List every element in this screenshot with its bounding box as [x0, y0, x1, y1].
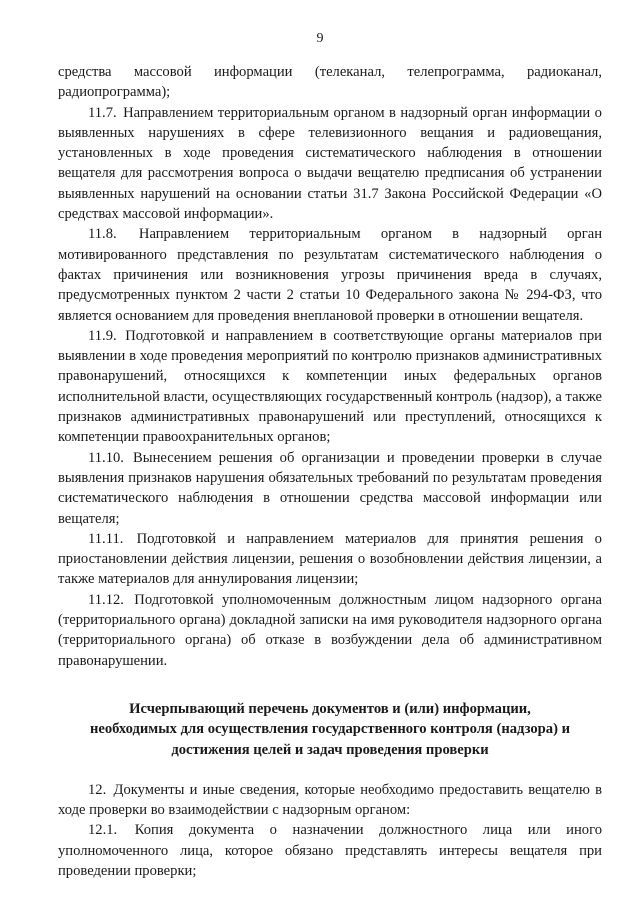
paragraph-text: средства массовой информации (телеканал, телепрограмма, радиоканал, радиопрограмма); — [58, 64, 602, 101]
paragraph-number: 11.9. — [88, 327, 117, 344]
paragraph-text: Подготовкой уполномоченным должностным лицом надзорного органа (территориального органа) докладной записки на имя руководителя надзорного органа (территориального органа) об отказе в возбуждении дела об административном правонарушении. — [58, 591, 602, 669]
paragraph-11-12 — [58, 590, 602, 671]
paragraph-number: 12. — [88, 781, 107, 798]
paragraph-11-10 — [58, 448, 602, 529]
paragraph-text: Вынесением решения об организации и проведении проверки в случае выявления признаков нарушения обязательных требований по результатам проведения систематического наблюдения в отношении средства массовой информации или вещателя; — [58, 449, 603, 527]
paragraph-number: 11.12. — [88, 591, 124, 608]
paragraph-12-1 — [58, 820, 602, 881]
paragraph-text: Подготовкой и направлением в соответствующие органы материалов при выявлении в ходе проведения мероприятий по контролю признаков административных правонарушений, относящихся к компетенции иных федеральных органов исполнительной власти, осуществляющих государственный контроль (надзор), а также признаков административных правонарушений или преступлений, относящихся к компетенции правоохранительных органов; — [58, 327, 602, 446]
paragraph-11-11 — [58, 529, 602, 590]
section-heading — [58, 699, 602, 760]
paragraph-text: Подготовкой и направлением материалов для принятия решения о приостановлении действия лицензии, решения о возобновлении действия лицензии, а также материалов для аннулирования лицензии; — [58, 530, 602, 588]
paragraph-number: 11.8. — [88, 226, 117, 243]
paragraph-number: 12.1. — [88, 822, 118, 839]
paragraph-11-7 — [58, 103, 602, 225]
paragraph-text: Документы и иные сведения, которые необходимо предоставить вещателю в ходе проверки во взаимодействии с надзорным органом: — [58, 781, 603, 819]
paragraph-12 — [58, 780, 602, 821]
document-body — [58, 62, 602, 881]
paragraph-11-9 — [58, 326, 602, 448]
paragraph-text: Копия документа о назначении должностного лица или иного уполномоченного лица, которое обязано представлять интересы вещателя при проведении проверки; — [58, 822, 602, 879]
paragraph-number: 11.10. — [88, 449, 124, 466]
paragraph-11-8 — [58, 224, 602, 325]
section-heading-line: достижения целей и задач проведения проверки — [171, 741, 489, 758]
paragraph-continuation — [58, 62, 602, 103]
paragraph-number: 11.11. — [88, 530, 124, 547]
paragraph-number: 11.7. — [88, 104, 117, 121]
section-heading-line: Исчерпывающий перечень документов и (или) информации, — [129, 700, 531, 717]
section-heading-line: необходимых для осуществления государственного контроля (надзора) и — [89, 721, 571, 738]
paragraph-text: Направлением территориальным органом в надзорный орган мотивированного представления по результатам систематического наблюдения о фактах причинения или возникновения угрозы причинения вреда в случаях, предусмотренных пунктом 2 части 2 статьи 10 Федерального закона № 294-ФЗ, что является основанием для проведения внеплановой проверки в отношении вещателя. — [58, 226, 602, 324]
paragraph-text: Направлением территориальным органом в надзорный орган информации о выявленных нарушениях в сфере телевизионного вещания и радиовещания, установленных в ходе проведения систематического наблюдения в отношении вещателя для рассмотрения вопроса о выдачи вещателю предписания об устранении выявленных нарушений на основании статьи 31.7 Закона Российской Федерации «О средствах массовой информации». — [58, 104, 602, 223]
page-number: 9 — [316, 31, 324, 46]
